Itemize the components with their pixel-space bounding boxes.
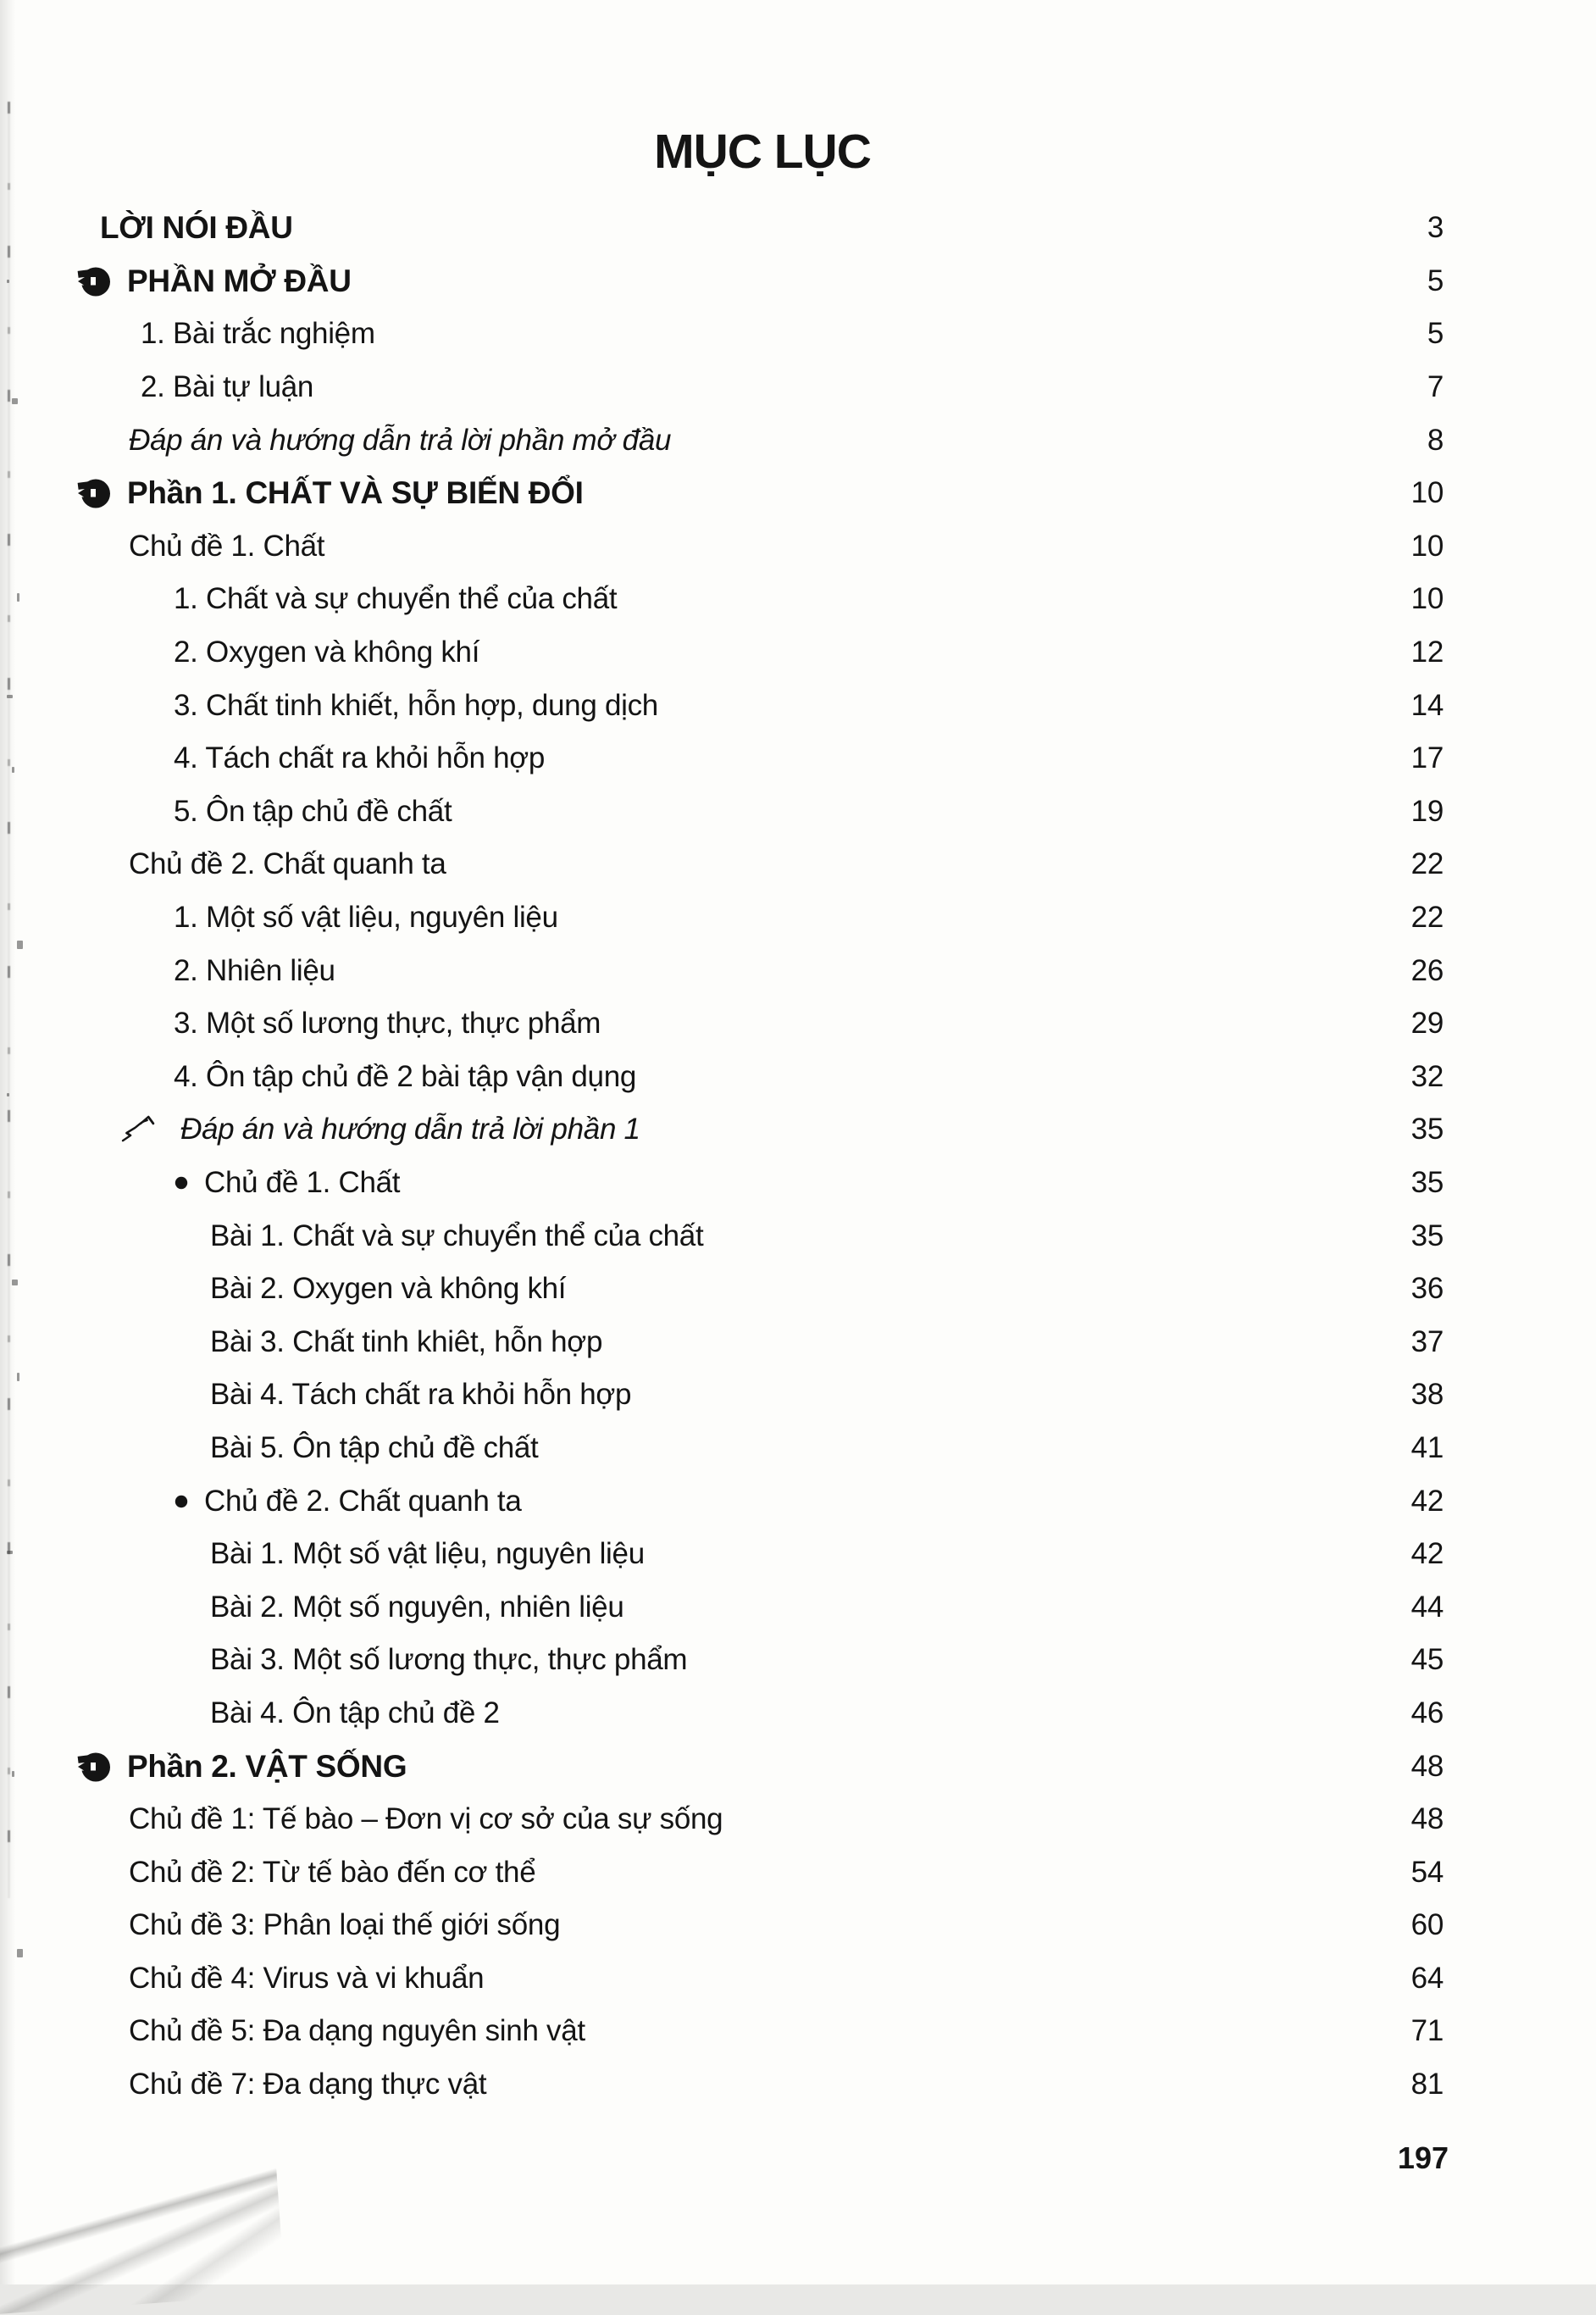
toc-entry-page: 71 [1410, 2014, 1444, 2048]
circular-arrow-icon [76, 264, 111, 297]
toc-entry-label: Đáp án và hướng dẫn trả lời phần mở đầu [129, 423, 672, 457]
toc-entry-label: Bài 3. Một số lương thực, thực phẩm [210, 1643, 688, 1677]
toc-entry-page: 10 [1410, 529, 1444, 563]
toc-entry [0, 944, 1596, 997]
scan-speck [17, 1949, 23, 1957]
toc-entry-label: Chủ đề 3: Phân loại thế giới sống [129, 1908, 561, 1942]
toc-entry-page: 48 [1410, 1749, 1444, 1783]
toc-entry-label: Phần 1. CHẤT VÀ SỰ BIẾN ĐỔI [127, 475, 584, 511]
toc-entry [0, 1899, 1596, 1952]
page-title: MỤC LỤC [654, 125, 871, 179]
toc-entry-label: Chủ đề 5: Đa dạng nguyên sinh vật [129, 2014, 585, 2048]
toc-entry [0, 786, 1596, 839]
toc-entry [0, 1422, 1596, 1475]
toc-entry [0, 1103, 1596, 1157]
toc-entry [0, 1952, 1596, 2006]
toc-entry-label: Chủ đề 1. Chất [129, 529, 325, 563]
toc-entry-label: Chủ đề 7: Đa dạng thực vật [129, 2068, 487, 2101]
toc-entry [0, 1528, 1596, 1581]
toc-entry-label: Bài 1. Chất và sự chuyển thể của chất [210, 1219, 704, 1252]
toc-entry [0, 732, 1596, 786]
scan-speck [17, 1373, 19, 1381]
toc-entry-label: Bài 4. Tách chất ra khỏi hỗn hợp [210, 1378, 632, 1412]
toc-entry-page: 38 [1410, 1378, 1444, 1412]
toc-entry [0, 1157, 1596, 1210]
toc-entry [0, 255, 1596, 308]
toc-entry-page: 5 [1427, 264, 1444, 297]
toc-entry-page: 42 [1410, 1484, 1444, 1518]
circular-arrow-icon [76, 477, 111, 510]
toc-entry-label: Chủ đề 2: Từ tế bào đến cơ thể [129, 1855, 536, 1889]
circular-arrow-icon [76, 1750, 111, 1783]
toc-entry-page: 22 [1410, 847, 1444, 881]
toc-entry [0, 838, 1596, 891]
toc-entry-page: 46 [1410, 1696, 1444, 1729]
toc-entry-page: 17 [1410, 741, 1444, 775]
toc-entry-label: 2. Bài tự luận [141, 370, 314, 404]
toc-entry-label: 3. Một số lương thực, thực phẩm [174, 1007, 601, 1041]
toc-entry [0, 1687, 1596, 1740]
toc-entry [0, 573, 1596, 626]
toc-entry-page: 35 [1410, 1113, 1444, 1146]
toc-entry-page: 3 [1427, 211, 1444, 245]
toc-entry [0, 1474, 1596, 1528]
toc-entry [0, 1263, 1596, 1316]
toc-entry-label: Bài 3. Chất tinh khiêt, hỗn hợp [210, 1324, 603, 1358]
toc-entry [0, 361, 1596, 414]
toc-entry-label: Chủ đề 2. Chất quanh ta [204, 1484, 522, 1518]
toc-entry-page: 10 [1410, 476, 1444, 510]
toc-entry-label: Bài 2. Một số nguyên, nhiên liệu [210, 1590, 624, 1624]
toc-entry [0, 891, 1596, 945]
toc-entry-page: 14 [1410, 688, 1444, 722]
toc-entry-label: 1. Chất và sự chuyển thể của chất [174, 582, 618, 616]
toc-entry-label: 5. Ôn tập chủ đề chất [174, 794, 452, 828]
toc-entry-label: Bài 2. Oxygen và không khí [210, 1272, 567, 1306]
toc-entry-page: 7 [1427, 370, 1444, 404]
toc-entry-page: 29 [1410, 1007, 1444, 1041]
toc-entry [0, 1051, 1596, 1104]
toc-entry-label: 1. Một số vật liệu, nguyên liệu [174, 901, 558, 935]
toc-entry-label: LỜI NÓI ĐẦU [100, 210, 293, 246]
toc-entry-page: 45 [1410, 1643, 1444, 1677]
toc-entry-label: Chủ đề 1: Tế bào – Đơn vị cơ sở của sự sống [129, 1802, 723, 1836]
toc-entry-page: 64 [1410, 1961, 1444, 1995]
scan-speck [7, 1093, 9, 1096]
toc-entry [0, 1793, 1596, 1846]
toc-entry-page: 12 [1410, 636, 1444, 669]
toc-entry [0, 1209, 1596, 1263]
toc-entry-label: 1. Bài trắc nghiệm [141, 317, 375, 351]
toc-entry-page: 10 [1410, 582, 1444, 616]
toc-entry-page: 36 [1410, 1272, 1444, 1306]
toc-entry-page: 44 [1410, 1590, 1444, 1624]
scan-speck [17, 941, 23, 949]
toc-entry-page: 26 [1410, 953, 1444, 987]
curved-arrow-icon [120, 1115, 164, 1144]
toc-entry-page: 22 [1410, 901, 1444, 935]
toc-entry [0, 414, 1596, 467]
toc-entry [0, 202, 1596, 255]
scan-speck [12, 1771, 14, 1777]
toc-entry-page: 35 [1410, 1165, 1444, 1199]
toc-entry [0, 679, 1596, 732]
toc-entry-label: Chủ đề 4: Virus và vi khuẩn [129, 1961, 485, 1995]
toc-entry [0, 467, 1596, 520]
toc-entry-page: 42 [1410, 1537, 1444, 1571]
toc-entry-label: Chủ đề 2. Chất quanh ta [129, 847, 446, 881]
toc-entry-label: Bài 4. Ôn tập chủ đề 2 [210, 1696, 500, 1729]
scan-speck [7, 695, 13, 698]
toc-entry-label: 2. Nhiên liệu [174, 953, 335, 987]
toc-entry-label: Đáp án và hướng dẫn trả lời phần 1 [180, 1113, 640, 1146]
dot-bullet-icon [175, 1176, 188, 1190]
toc-entry-label: 3. Chất tinh khiết, hỗn hợp, dung dịch [174, 688, 658, 722]
table-of-contents [0, 202, 1596, 2111]
toc-entry-page: 41 [1410, 1430, 1444, 1464]
toc-entry-page: 54 [1410, 1855, 1444, 1889]
scan-speck [7, 280, 9, 283]
toc-entry [0, 1740, 1596, 1793]
toc-entry [0, 1634, 1596, 1687]
scan-speck [7, 1551, 13, 1554]
toc-entry [0, 1580, 1596, 1634]
toc-entry-page: 8 [1427, 423, 1444, 457]
toc-entry-page: 19 [1410, 794, 1444, 828]
toc-entry [0, 997, 1596, 1051]
toc-entry-page: 32 [1410, 1059, 1444, 1093]
toc-entry-page: 5 [1427, 317, 1444, 351]
toc-entry-label: 4. Ôn tập chủ đề 2 bài tập vận dụng [174, 1059, 637, 1093]
dot-bullet-icon [175, 1495, 188, 1508]
toc-entry-page: 37 [1410, 1324, 1444, 1358]
toc-entry [0, 520, 1596, 574]
toc-entry-label: Chủ đề 1. Chất [204, 1165, 401, 1199]
toc-entry-label: Bài 1. Một số vật liệu, nguyên liệu [210, 1537, 645, 1571]
scan-speck [12, 398, 18, 404]
toc-entry-page: 81 [1410, 2068, 1444, 2101]
toc-entry-page: 35 [1410, 1219, 1444, 1252]
toc-entry-label: 2. Oxygen và không khí [174, 636, 480, 669]
scan-speck [12, 1280, 18, 1285]
toc-entry-page: 60 [1410, 1908, 1444, 1942]
scan-speck [17, 593, 19, 602]
toc-entry-page: 48 [1410, 1802, 1444, 1836]
toc-entry-label: 4. Tách chất ra khỏi hỗn hợp [174, 741, 546, 775]
toc-entry-label: Phần 2. VẬT SỐNG [127, 1748, 407, 1784]
toc-entry-label: PHẦN MỞ ĐẦU [127, 263, 352, 298]
footer-page-number: 197 [1397, 2140, 1449, 2175]
toc-entry [0, 1315, 1596, 1368]
toc-entry [0, 308, 1596, 361]
toc-entry [0, 626, 1596, 680]
toc-entry [0, 1368, 1596, 1422]
toc-entry [0, 1846, 1596, 1899]
toc-entry-label: Bài 5. Ôn tập chủ đề chất [210, 1430, 539, 1464]
scan-speck [12, 767, 14, 773]
scan-corner-streaks [0, 2125, 285, 2315]
toc-entry [0, 2058, 1596, 2112]
toc-entry [0, 2005, 1596, 2058]
